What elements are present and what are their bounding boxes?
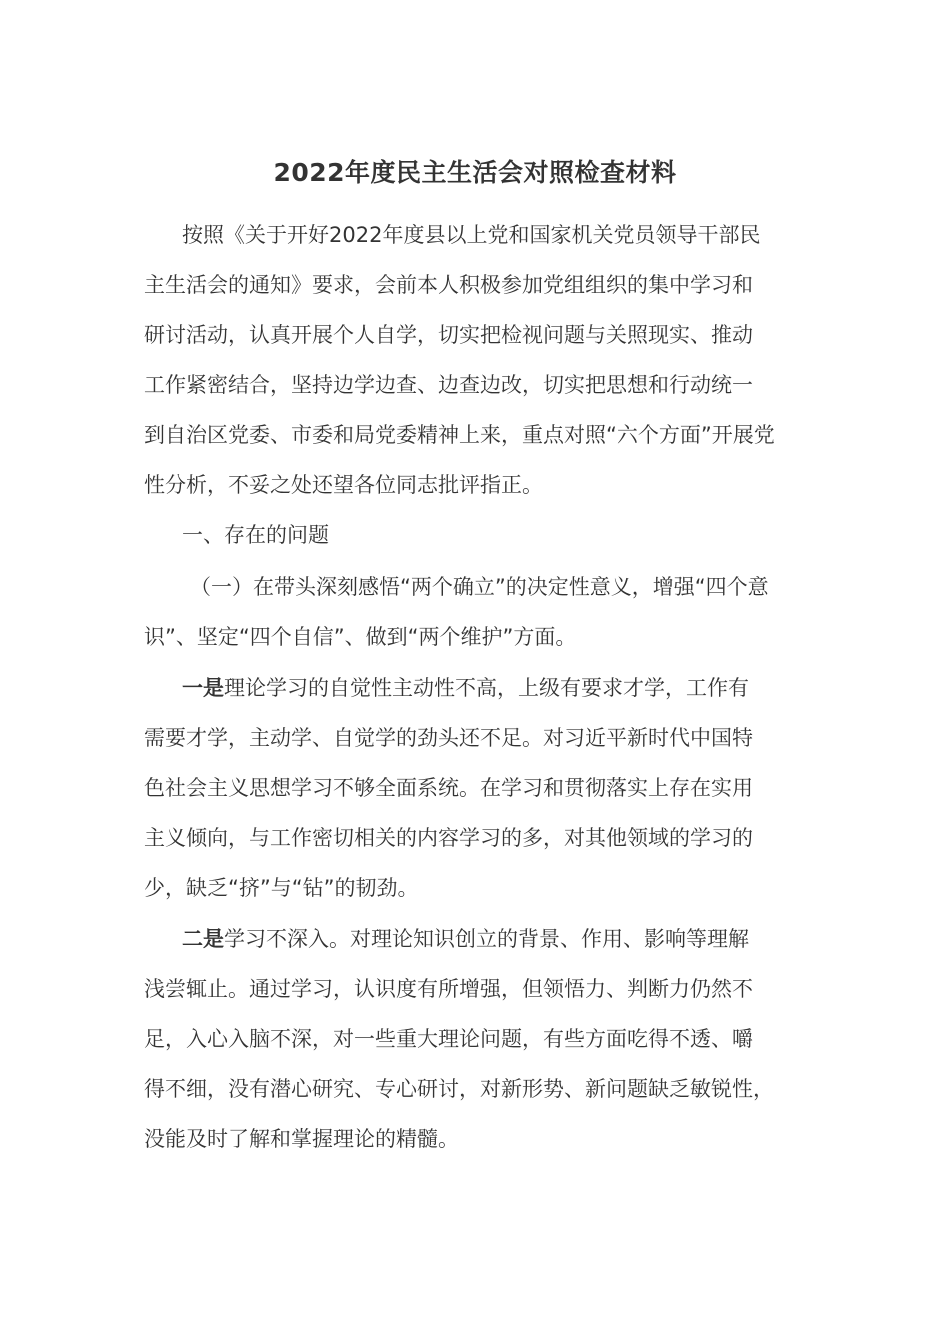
- paragraph-line: 性分析，不妥之处还望各位同志批评指正。: [144, 473, 543, 497]
- page-title: 2022年度民主生活会对照检查材料: [273, 158, 677, 187]
- paragraph-line: 需要才学，主动学、自觉学的劲头还不足。对习近平新时代中国特: [144, 726, 753, 750]
- subsection-heading-continued: 识”、坚定“四个自信”、做到“两个维护”方面。: [144, 625, 577, 649]
- paragraph-line: 到自治区党委、市委和局党委精神上来，重点对照“六个方面”开展党: [144, 423, 775, 447]
- item-one-first-line: [182, 671, 862, 705]
- paragraph-line: 足，入心入脑不深，对一些重大理论问题，有些方面吃得不透、嚼: [144, 1027, 753, 1051]
- paragraph-line: 没能及时了解和掌握理论的精髓。: [144, 1127, 459, 1151]
- paragraph-line: 研讨活动，认真开展个人自学，切实把检视问题与关照现实、推动: [144, 323, 753, 347]
- subsection-heading: （一）在带头深刻感悟“两个确立”的决定性意义，增强“四个意: [190, 575, 769, 599]
- paragraph-line: 色社会主义思想学习不够全面系统。在学习和贯彻落实上存在实用: [144, 776, 753, 800]
- paragraph-line: 得不细，没有潜心研究、专心研讨，对新形势、新问题缺乏敏锐性，: [144, 1077, 774, 1101]
- item-one-lead: 一是: [182, 676, 224, 700]
- item-two-first-line: [182, 922, 862, 956]
- paragraph-line: 主义倾向，与工作密切相关的内容学习的多，对其他领域的学习的: [144, 826, 753, 850]
- paragraph-line: 浅尝辄止。通过学习，认识度有所增强，但领悟力、判断力仍然不: [144, 977, 753, 1001]
- paragraph-line: 学习不深入。对理论知识创立的背景、作用、影响等理解: [224, 927, 749, 951]
- paragraph-line: 按照《关于开好2022年度县以上党和国家机关党员领导干部民: [182, 223, 761, 247]
- paragraph-line: 工作紧密结合，坚持边学边查、边查边改，切实把思想和行动统一: [144, 373, 753, 397]
- paragraph-line: 理论学习的自觉性主动性不高，上级有要求才学，工作有: [224, 676, 749, 700]
- paragraph-line: 主生活会的通知》要求，会前本人积极参加党组组织的集中学习和: [144, 273, 753, 297]
- paragraph-line: 少，缺乏“挤”与“钻”的韧劲。: [144, 876, 419, 900]
- item-two-lead: 二是: [182, 927, 224, 951]
- section-heading: 一、存在的问题: [182, 523, 329, 547]
